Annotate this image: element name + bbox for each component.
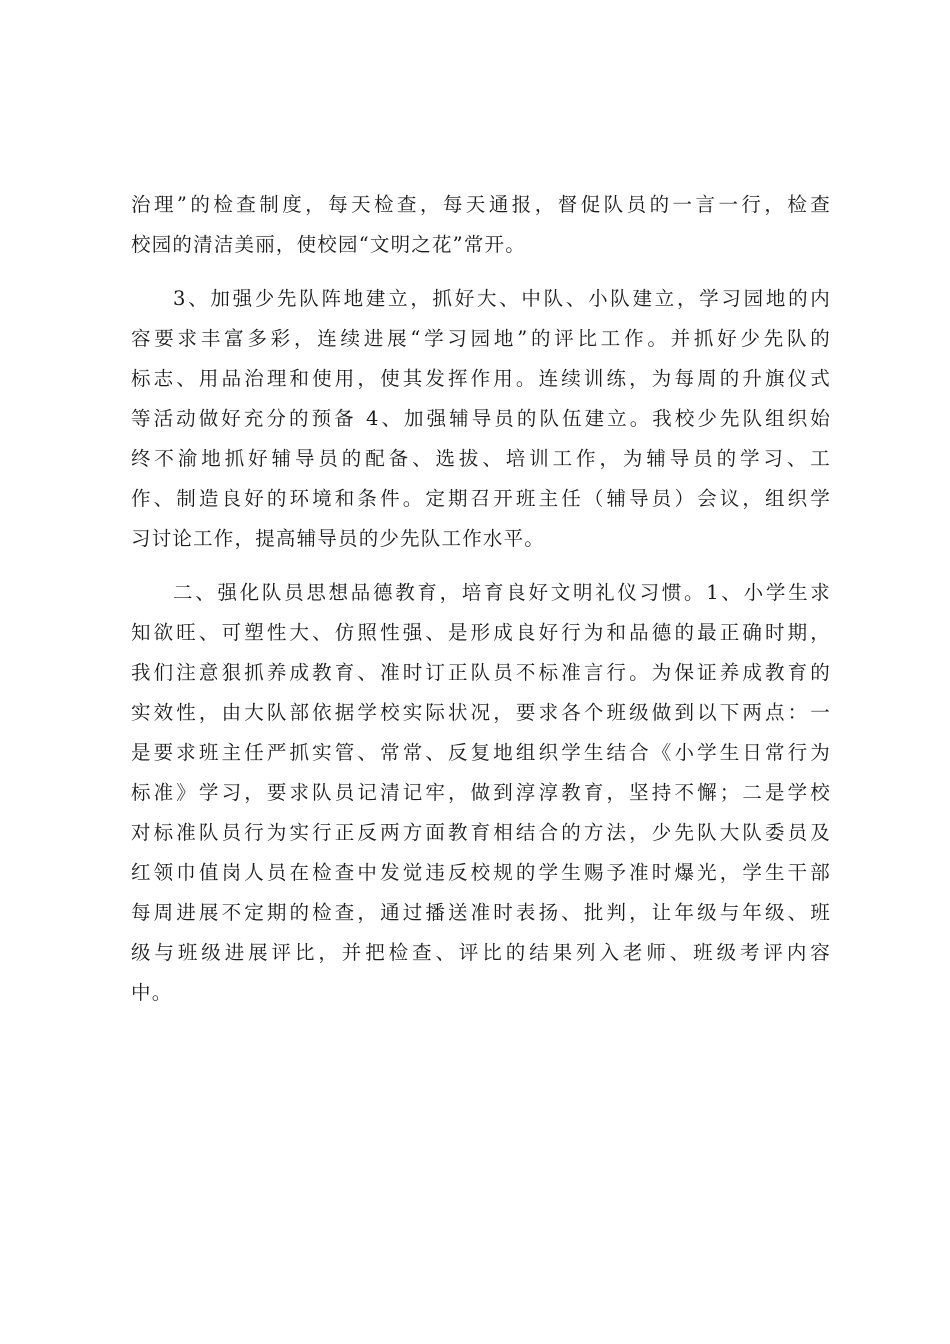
- paragraph-3-line-3: 我们注意狠抓养成教育、准时订正队员不标准言行。为保证养成教育的: [131, 661, 831, 684]
- paragraph-3-line-6: 标准》学习，要求队员记清记牢，做到淳淳教育，坚持不懈；二是学校: [131, 781, 831, 804]
- paragraph-2-line-4: 等活动做好充分的预备 4、加强辅导员的队伍建立。我校少先队组织始: [131, 407, 831, 430]
- paragraph-2-line-7: 习讨论工作，提高辅导员的少先队工作水平。: [131, 527, 546, 550]
- paragraph-2-line-6: 作、制造良好的环境和条件。定期召开班主任（辅导员）会议，组织学: [131, 487, 831, 510]
- paragraph-1-line-2: 校园的清洁美丽，使校园“文明之花”常开。: [131, 233, 526, 256]
- paragraph-3-line-9: 每周进展不定期的检查，通过播送准时表扬、批判，让年级与年级、班: [131, 901, 831, 924]
- paragraph-2-line-5: 终不渝地抓好辅导员的配备、选拔、培训工作，为辅导员的学习、工: [131, 447, 831, 470]
- paragraph-1-line-1: 治理”的检查制度，每天检查，每天通报，督促队员的一言一行，检查: [131, 193, 831, 216]
- document-body: [131, 185, 831, 1013]
- paragraph-3-line-4: 实效性，由大队部依据学校实际状况，要求各个班级做到以下两点：一: [131, 701, 831, 724]
- paragraph-3-line-8: 红领巾值岗人员在检查中发觉违反校规的学生赐予准时爆光，学生干部: [131, 861, 831, 884]
- paragraph-2-line-3: 标志、用品治理和使用，使其发挥作用。连续训练，为每周的升旗仪式: [131, 367, 831, 390]
- paragraph-2-line-2: 容要求丰富多彩，连续进展“学习园地”的评比工作。并抓好少先队的: [131, 327, 831, 350]
- paragraph-3-line-11: 中。: [131, 981, 173, 1004]
- paragraph-2-line-1: 3、加强少先队阵地建立，抓好大、中队、小队建立，学习园地的内: [173, 287, 831, 310]
- paragraph-3-line-1: 二、强化队员思想品德教育，培育良好文明礼仪习惯。1、小学生求: [173, 581, 831, 604]
- paragraph-3-line-2: 知欲旺、可塑性大、仿照性强、是形成良好行为和品德的最正确时期，: [131, 621, 831, 644]
- paragraph-3-line-10: 级与班级进展评比，并把检查、评比的结果列入老师、班级考评内容: [131, 941, 831, 964]
- paragraph-3-line-5: 是要求班主任严抓实管、常常、反复地组织学生结合《小学生日常行为: [131, 741, 831, 764]
- paragraph-3-line-7: 对标准队员行为实行正反两方面教育相结合的方法，少先队大队委员及: [131, 821, 831, 844]
